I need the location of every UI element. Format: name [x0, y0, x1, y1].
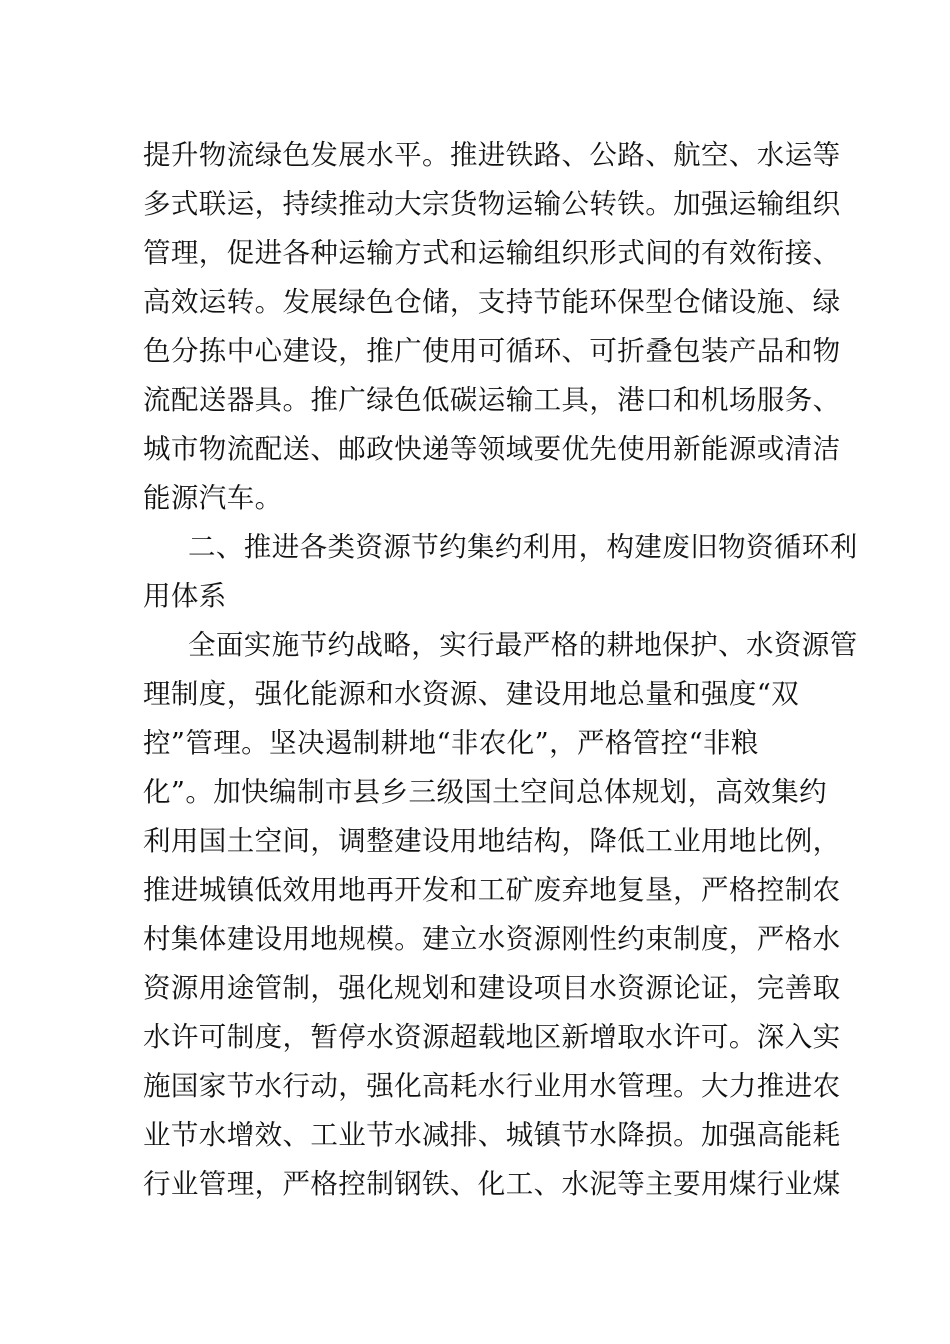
- body-text-line: 村集体建设用地规模。建立水资源刚性约束制度，严格水: [143, 923, 841, 955]
- body-text-line: 推进城镇低效用地再开发和工矿废弃地复垦，严格控制农: [143, 874, 841, 906]
- body-text-line: 城市物流配送、邮政快递等领域要优先使用新能源或清洁: [143, 433, 841, 465]
- body-text-line: 全面实施节约战略，实行最严格的耕地保护、水资源管: [188, 629, 858, 661]
- body-text-line: 流配送器具。推广绿色低碳运输工具，港口和机场服务、: [143, 384, 841, 416]
- body-text-line: 高效运转。发展绿色仓储，支持节能环保型仓储设施、绿: [143, 286, 841, 318]
- body-text-line: 能源汽车。: [143, 482, 283, 514]
- body-text-line: 控”管理。坚决遏制耕地“非农化”，严格管控“非粮: [143, 727, 759, 759]
- body-text-line: 色分拣中心建设，推广使用可循环、可折叠包装产品和物: [143, 335, 841, 367]
- body-text-line: 业节水增效、工业节水减排、城镇节水降损。加强高能耗: [143, 1119, 841, 1151]
- body-text-line: 化”。加快编制市县乡三级国土空间总体规划，高效集约: [143, 776, 828, 808]
- body-text-line: 多式联运，持续推动大宗货物运输公转铁。加强运输组织: [143, 188, 841, 220]
- body-text-line: 利用国土空间，调整建设用地结构，降低工业用地比例，: [143, 825, 841, 857]
- section-heading-line: 二、推进各类资源节约集约利用，构建废旧物资循环利: [188, 531, 858, 563]
- body-text-line: 施国家节水行动，强化高耗水行业用水管理。大力推进农: [143, 1070, 841, 1102]
- body-text-line: 水许可制度，暂停水资源超载地区新增取水许可。深入实: [143, 1021, 841, 1053]
- body-text-line: 提升物流绿色发展水平。推进铁路、公路、航空、水运等: [143, 139, 841, 171]
- section-heading-line: 用体系: [143, 580, 227, 612]
- body-text-line: 理制度，强化能源和水资源、建设用地总量和强度“双: [143, 678, 800, 710]
- body-text-line: 管理，促进各种运输方式和运输组织形式间的有效衔接、: [143, 237, 841, 269]
- body-text-line: 资源用途管制，强化规划和建设项目水资源论证，完善取: [143, 972, 841, 1004]
- body-text-line: 行业管理，严格控制钢铁、化工、水泥等主要用煤行业煤: [143, 1168, 841, 1200]
